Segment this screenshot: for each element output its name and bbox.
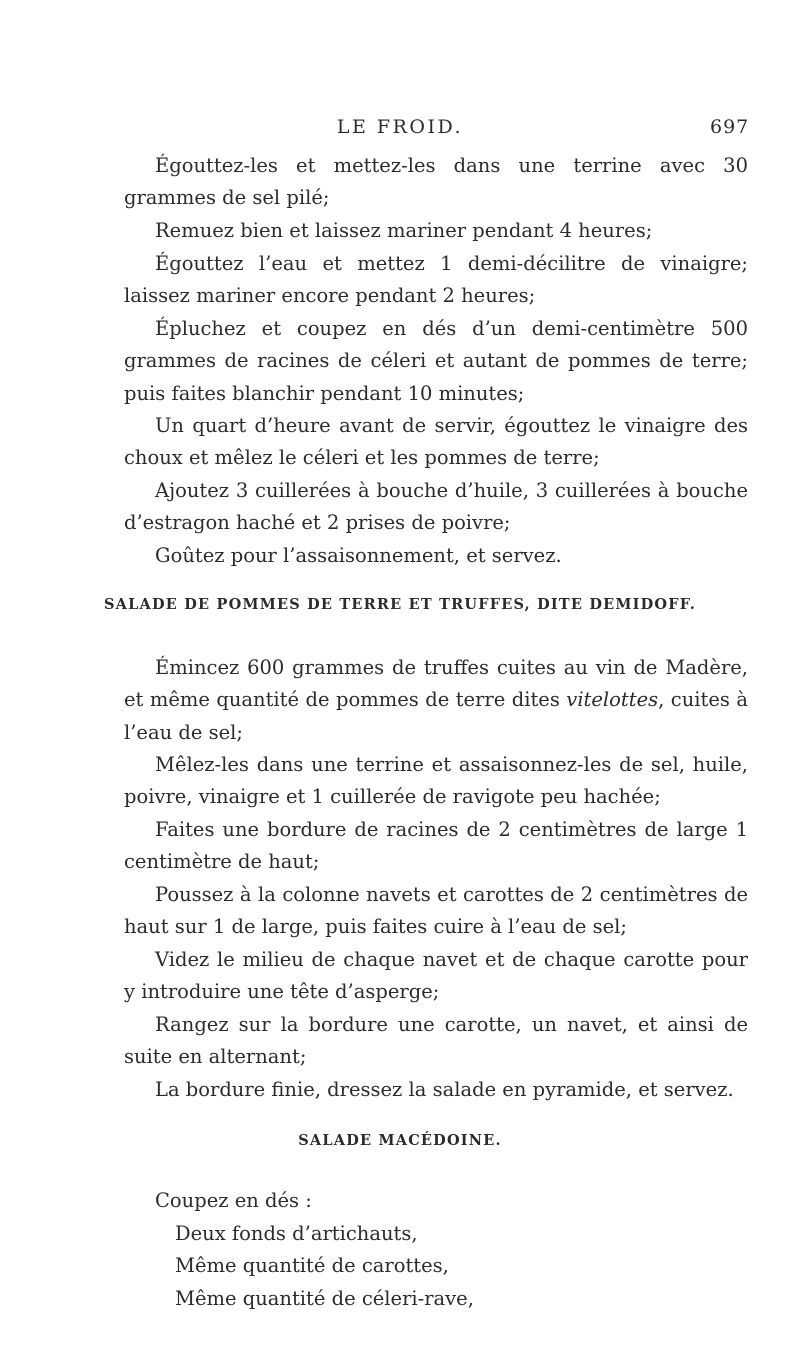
paragraph: La bordure finie, dressez la salade en pyramide, et servez. xyxy=(155,1078,734,1101)
page-number: 697 xyxy=(710,116,750,138)
section-heading: SALADE DE POMMES DE TERRE ET TRUFFES, DITE DEMIDOFF. xyxy=(104,596,696,613)
paragraph: Un quart d’heure avant de servir, égouttez le vinaigre des choux et mêlez le céleri et les pommes de terre; xyxy=(124,414,748,470)
paragraph: Égouttez-les et mettez-les dans une terrine avec 30 grammes de sel pilé; xyxy=(124,154,748,210)
text-fragment: Émincez 600 grammes de truffes cuites au vin de Madère, et même quantité de pommes de terre dites xyxy=(124,656,748,712)
italic-term: vitelottes xyxy=(566,688,659,712)
ingredient-list xyxy=(175,1218,474,1315)
running-header xyxy=(0,116,800,140)
paragraph: Égouttez l’eau et mettez 1 demi-décilitre de vinaigre; laissez mariner encore pendant 2 heures; xyxy=(124,252,748,308)
text-fragment: , cuites à l’eau de sel; xyxy=(124,688,748,744)
list-item: Même quantité de céleri-rave, xyxy=(175,1286,474,1310)
paragraph: Coupez en dés : xyxy=(155,1189,312,1212)
paragraph: Videz le milieu de chaque navet et de chaque carotte pour y introduire une tête d’asperge; xyxy=(124,948,748,1004)
paragraph: Ajoutez 3 cuillerées à bouche d’huile, 3 cuillerées à bouche d’estragon haché et 2 prises de poivre; xyxy=(124,479,748,535)
paragraph: Poussez à la colonne navets et carottes de 2 centimètres de haut sur 1 de large, puis faites cuire à l’eau de sel; xyxy=(124,883,748,939)
paragraph: Faites une bordure de racines de 2 centimètres de large 1 centimètre de haut; xyxy=(124,818,748,874)
running-title: LE FROID. xyxy=(336,116,464,138)
paragraph: Épluchez et coupez en dés d’un demi-centimètre 500 grammes de racines de céleri et autant de pommes de terre; puis faites blanchir pendant 10 minutes; xyxy=(124,317,748,405)
paragraph: Goûtez pour l’assaisonnement, et servez. xyxy=(155,544,562,567)
paragraph xyxy=(124,652,748,749)
paragraph: Remuez bien et laissez mariner pendant 4 heures; xyxy=(155,219,653,242)
list-item: Même quantité de carottes, xyxy=(175,1254,449,1278)
paragraph: Rangez sur la bordure une carotte, un navet, et ainsi de suite en alternant; xyxy=(124,1013,748,1069)
section-heading: SALADE MACÉDOINE. xyxy=(298,1132,502,1149)
list-item: Deux fonds d’artichauts, xyxy=(175,1222,418,1245)
paragraph: Mêlez-les dans une terrine et assaisonnez-les de sel, huile, poivre, vinaigre et 1 cuillerée de ravigote peu hachée; xyxy=(124,753,748,809)
